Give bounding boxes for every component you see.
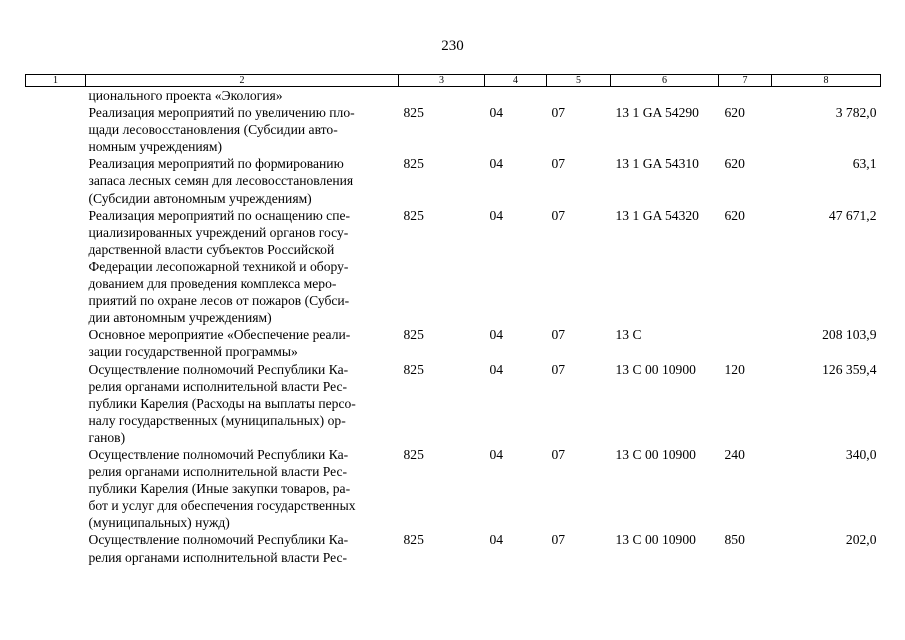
expense-name-line: публики Карелия (Расходы на выплаты персо- (88, 395, 356, 411)
target-article-cell (611, 87, 719, 105)
subsection-code-cell: 07 (551, 105, 566, 121)
expense-name-cell (86, 87, 399, 105)
page-number: 230 (441, 38, 464, 54)
ministry-code-cell: 825 (403, 446, 424, 462)
expense-name-line: (муниципальных) нужд) (88, 515, 230, 531)
section-code-cell: 04 (489, 532, 504, 548)
table-row (26, 446, 881, 531)
expense-type-cell: 620 (724, 207, 745, 223)
ministry-code-cell: 825 (403, 105, 424, 121)
table-body (26, 87, 881, 566)
expense-type-cell: 620 (724, 156, 745, 172)
expense-name-line: Осуществление полномочий Республики Ка- (88, 446, 349, 462)
table-row (26, 104, 881, 155)
expense-name-line: дии автономным учреждениям) (88, 310, 272, 326)
amount-cell (772, 87, 881, 105)
ministry-code-cell (399, 87, 485, 105)
row-number-cell (26, 155, 86, 206)
expense-name-line: (Субсидии автономным учреждениям) (88, 190, 312, 206)
expense-name-line: налу государственных (муниципальных) ор- (88, 412, 346, 428)
ministry-code-cell: 825 (403, 207, 424, 223)
expense-name-cell (86, 326, 399, 360)
expense-name-line: дарственной власти субъектов Российской (88, 241, 335, 257)
section-code-cell: 04 (489, 327, 504, 343)
section-code-cell: 04 (489, 207, 504, 223)
expense-name-line: циализированных учреждений органов госу- (88, 224, 349, 240)
row-number-cell (26, 361, 86, 446)
table-row (26, 361, 881, 446)
row-number-cell (26, 87, 86, 105)
table-row (26, 207, 881, 327)
budget-table (25, 74, 881, 566)
target-article-cell: 13 1 GA 54290 (615, 105, 699, 121)
row-number-cell (26, 207, 86, 327)
expense-name-line: Осуществление полномочий Республики Ка- (88, 532, 349, 548)
expense-name-line: публики Карелия (Иные закупки товаров, ра- (88, 481, 351, 497)
subsection-code-cell: 07 (551, 446, 566, 462)
expense-name-line: релия органами исполнительной власти Рес- (88, 549, 348, 565)
header-col-3: 3 (399, 75, 485, 87)
expense-name-line: запаса лесных семян для лесовосстановления (88, 173, 354, 189)
row-number-cell (26, 326, 86, 360)
expense-name-line: Реализация мероприятий по формированию (88, 156, 344, 172)
expense-type-cell: 240 (724, 446, 745, 462)
column-number-header (26, 75, 881, 87)
row-number-cell (26, 531, 86, 565)
table-row (26, 87, 881, 105)
expense-name-line: Федерации лесопожарной техникой и обору- (88, 258, 349, 274)
subsection-code-cell: 07 (551, 327, 566, 343)
amount-cell: 63,1 (852, 156, 877, 172)
section-code-cell (485, 87, 547, 105)
expense-name-line: бот и услуг для обеспечения государственных (88, 498, 356, 514)
row-number-cell (26, 104, 86, 155)
expense-type-cell: 120 (724, 361, 745, 377)
expense-name-line: Реализация мероприятий по оснащению спе- (88, 207, 351, 223)
target-article-cell: 13 С 00 10900 (615, 532, 696, 548)
section-code-cell: 04 (489, 446, 504, 462)
table-row (26, 326, 881, 360)
row-number-cell (26, 446, 86, 531)
header-col-7: 7 (719, 75, 772, 87)
expense-name-cell (86, 104, 399, 155)
header-col-2: 2 (86, 75, 399, 87)
expense-name-line: Осуществление полномочий Республики Ка- (88, 361, 349, 377)
amount-cell: 126 359,4 (822, 361, 877, 377)
expense-name-line: номным учреждениям) (88, 139, 223, 155)
expense-name-line: релия органами исполнительной власти Рес- (88, 464, 348, 480)
header-col-1: 1 (26, 75, 86, 87)
expense-name-line: Реализация мероприятий по увеличению пло- (88, 105, 355, 121)
expense-name-line: релия органами исполнительной власти Рес- (88, 378, 348, 394)
expense-type-cell: 620 (724, 105, 745, 121)
expense-name-line: щади лесовосстановления (Субсидии авто- (88, 122, 338, 138)
section-code-cell: 04 (489, 105, 504, 121)
ministry-code-cell: 825 (403, 156, 424, 172)
expense-name-line: ционального проекта «Экология» (88, 88, 283, 103)
subsection-code-cell: 07 (551, 361, 566, 377)
target-article-cell: 13 С (615, 327, 642, 343)
expense-name-cell (86, 207, 399, 327)
header-col-5: 5 (547, 75, 611, 87)
expense-type-cell (719, 326, 772, 360)
expense-name-cell (86, 361, 399, 446)
table-row (26, 155, 881, 206)
target-article-cell: 13 1 GA 54320 (615, 207, 699, 223)
expense-name-line: зации государственной программы» (88, 344, 298, 360)
expense-name-line: Основное мероприятие «Обеспечение реали- (88, 327, 351, 343)
header-col-6: 6 (611, 75, 719, 87)
expense-name-cell (86, 531, 399, 565)
expense-name-line: ганов) (88, 429, 126, 445)
expense-type-cell (719, 87, 772, 105)
expense-name-line: приятий по охране лесов от пожаров (Субси- (88, 293, 350, 309)
amount-cell: 47 671,2 (828, 207, 877, 223)
subsection-code-cell: 07 (551, 532, 566, 548)
subsection-code-cell: 07 (551, 207, 566, 223)
target-article-cell: 13 С 00 10900 (615, 446, 696, 462)
expense-type-cell: 850 (724, 532, 745, 548)
table-row (26, 531, 881, 565)
expense-name-line: дованием для проведения комплекса меро- (88, 276, 337, 292)
target-article-cell: 13 С 00 10900 (615, 361, 696, 377)
header-col-8: 8 (772, 75, 881, 87)
amount-cell: 340,0 (845, 446, 877, 462)
ministry-code-cell: 825 (403, 361, 424, 377)
amount-cell: 202,0 (845, 532, 877, 548)
section-code-cell: 04 (489, 361, 504, 377)
amount-cell: 3 782,0 (835, 105, 877, 121)
expense-name-cell (86, 155, 399, 206)
target-article-cell: 13 1 GA 54310 (615, 156, 699, 172)
ministry-code-cell: 825 (403, 327, 424, 343)
section-code-cell: 04 (489, 156, 504, 172)
expense-name-cell (86, 446, 399, 531)
ministry-code-cell: 825 (403, 532, 424, 548)
subsection-code-cell: 07 (551, 156, 566, 172)
header-col-4: 4 (485, 75, 547, 87)
amount-cell: 208 103,9 (822, 327, 877, 343)
subsection-code-cell (547, 87, 611, 105)
